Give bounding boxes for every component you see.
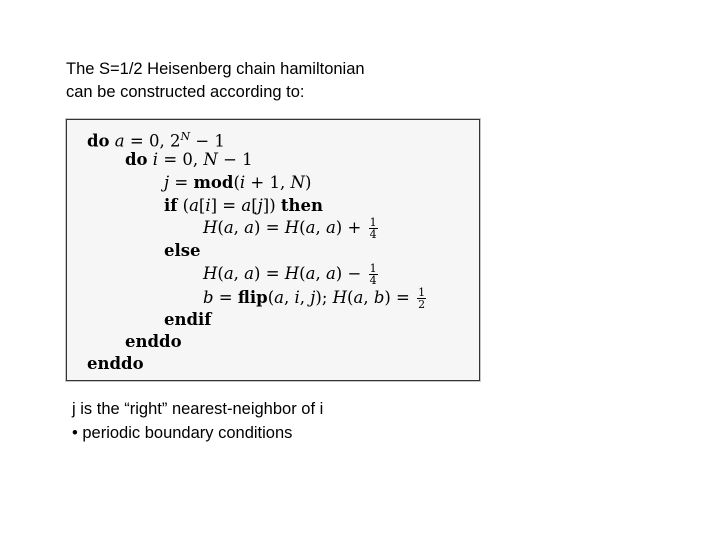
note-line-1: j is the “right” nearest-neighbor of i	[72, 400, 324, 418]
endif-keyword: endif	[164, 310, 212, 329]
code-line-outer-do: do a = 0, $2^N - 1$	[87, 130, 225, 151]
code-line-inner-do: do i = 0, N − 1	[125, 150, 253, 169]
code-line-inner-enddo	[125, 331, 182, 353]
code-line-flip: b = flip(a, i, j); H(a, b) = $\frac{1}{2}$	[203, 286, 426, 311]
enddo-keyword: enddo	[87, 354, 144, 373]
code-line-h-minus: H(a, a) = H(a, a) − $\frac{1}{4}$	[203, 262, 377, 287]
intro-line-2: can be constructed according to:	[66, 83, 305, 101]
then-keyword: then	[280, 196, 324, 215]
code-line-if: if (a[i] = a[j]) then	[164, 196, 324, 215]
fraction-half: $\frac{1}{2}$	[418, 286, 426, 311]
code-line-endif	[164, 309, 211, 331]
do-keyword: do	[125, 150, 148, 169]
if-keyword: if	[164, 196, 178, 215]
else-keyword: else	[164, 241, 201, 260]
mod-keyword: mod	[193, 173, 234, 192]
pseudocode-box	[66, 119, 480, 381]
intro-text	[66, 58, 365, 104]
code-line-h-plus: H(a, a) = H(a, a) + $\frac{1}{4}$	[203, 216, 377, 241]
fraction-quarter: $\frac{1}{4}$	[369, 262, 377, 287]
code-line-else	[164, 240, 201, 262]
code-line-outer-enddo	[87, 353, 144, 375]
code-line-mod: j = mod(i + 1, N)	[164, 173, 312, 192]
do-keyword: do	[87, 131, 110, 151]
intro-line-1: The S=1/2 Heisenberg chain hamiltonian	[66, 60, 365, 78]
enddo-keyword: enddo	[125, 332, 182, 351]
note-line-2: • periodic boundary conditions	[72, 424, 293, 442]
fraction-quarter: $\frac{1}{4}$	[369, 216, 377, 241]
flip-keyword: flip	[237, 288, 268, 307]
notes-text	[72, 397, 323, 445]
